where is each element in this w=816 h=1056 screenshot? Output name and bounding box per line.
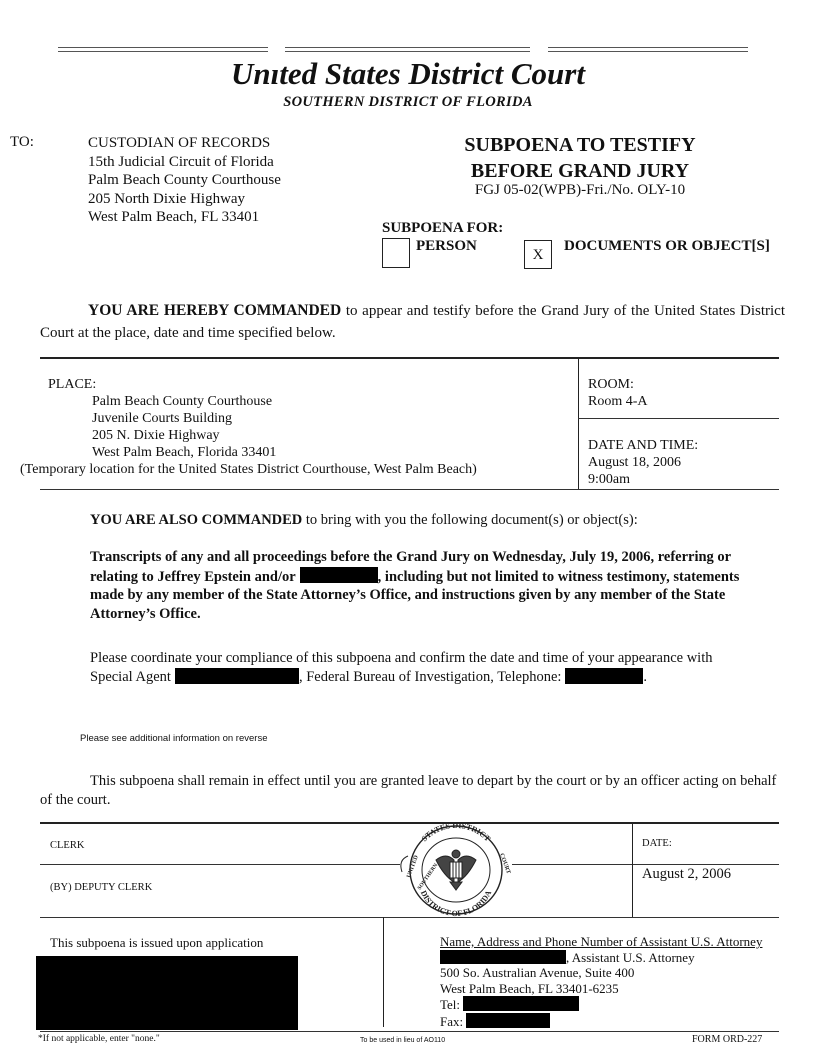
coordinate-part3: . [643,668,648,685]
recipient-line: 15th Judicial Circuit of Florida [88,153,274,170]
court-seal [396,820,516,920]
place-top-rule [40,357,779,359]
place-line: Juvenile Courts Building [92,411,232,426]
documents-label: DOCUMENTS OR OBJECT[S] [564,238,770,254]
seal-text-right: COURT [498,852,512,875]
room-label: ROOM: [588,377,634,392]
place-label: PLACE: [48,377,97,392]
also-text: to bring with you the following document(s) or object(s): [302,512,638,528]
seal-text-top: STATES DISTRICT [419,820,493,844]
attorney-fax-line [440,1013,762,1030]
command-text: to appear and testify before the Grand Jury of the United States District Court at the place, date and time specified below. [40,303,785,341]
redaction [36,956,298,1030]
footer-center: To be used in lieu of AO110 [360,1037,446,1044]
remain-paragraph: This subpoena shall remain in effect until you are granted leave to depart by the court or by an officer acting on behalf of the court. [40,773,777,808]
fax-label: Fax: [440,1013,464,1029]
clerk-mid-rule [40,864,400,865]
room-value: Room 4-A [588,394,648,409]
coordinate-part2: , Federal Bureau of Investigation, Telephone: [298,668,562,685]
footer-rule [40,1031,779,1032]
place-address [92,393,276,461]
subpoena-title [420,132,740,184]
attorney-address1: 500 So. Australian Avenue, Suite 400 [440,965,635,980]
datetime-label: DATE AND TIME: [588,438,699,453]
redaction [440,950,566,964]
command-lead: YOU ARE HEREBY COMMANDED [88,302,342,319]
subpoena-for-label: SUBPOENA FOR: [382,220,504,236]
footer-note: *If not applicable, enter "none." [38,1034,160,1044]
place-line: West Palm Beach, Florida 33401 [92,445,277,460]
eagle-emblem [436,850,476,890]
place-note: (Temporary location for the United States District Courthouse, West Palm Beach) [20,462,477,477]
seal-text-bottom: DISTRICT OF FLORIDA [418,889,494,919]
documents-requested [90,548,740,623]
subpoena-title-line1: SUBPOENA TO TESTIFY [464,134,696,156]
place-divider [578,357,579,489]
redaction [466,1013,550,1028]
attorney-block [440,934,762,1029]
recipient-line: West Palm Beach, FL 33401 [88,209,260,225]
clerk-mid-rule-right [512,864,779,865]
header-rule-center [285,47,530,52]
person-checkbox[interactable] [382,238,410,268]
issue-date: August 2, 2006 [642,866,732,882]
documents-part1: Transcripts of any and all proceedings before the Grand Jury on Wednesday, July 19, 2006, referring or relating to Jeffrey Epstein and/or [90,549,731,585]
recipient-address [88,134,281,227]
date-label: DATE: [642,838,672,849]
attorney-header: Name, Address and Phone Number of Assistant U.S. Attorney [440,934,763,949]
coordinate-paragraph [90,650,750,686]
recipient-line: 205 North Dixie Highway [88,190,246,207]
attorney-title-line [440,950,762,966]
command-paragraph [40,300,785,344]
deputy-clerk-label: (BY) DEPUTY CLERK [50,882,153,893]
redaction [565,668,643,684]
place-line: Palm Beach County Courthouse [92,394,273,409]
redaction [300,567,378,583]
also-lead: YOU ARE ALSO COMMANDED [90,512,303,528]
recipient-line: CUSTODIAN OF RECORDS [88,135,271,151]
time-value: 9:00am [588,472,630,487]
header-rule-left [58,47,268,52]
tel-label: Tel: [440,997,461,1012]
subpoena-number: FGJ 05-02(WPB)-Fri./No. OLY-10 [474,182,686,198]
header-rule-right [548,47,748,52]
clerk-label: CLERK [50,840,85,851]
district-name: SOUTHERN DISTRICT OF FLORIDA [283,94,533,110]
attorney-address2: West Palm Beach, FL 33401-6235 [440,980,619,996]
application-divider [383,917,384,1027]
documents-part2: , including but not limited to witness testimony, statements made by any member of the State Attorney’s Office, and instructions given by any member of the State Attorney’s Office. [90,568,740,622]
form-number: FORM ORD-227 [692,1034,763,1045]
coordinate-part1: Please coordinate your compliance of this subpoena and confirm the date and time of your appearance with Special Agent [90,650,713,685]
court-title: Unıted States District Court [231,56,585,91]
attorney-tel-line [440,996,762,1013]
redaction [175,668,299,684]
seal-text-left: UNITED [406,854,420,879]
documents-checkbox[interactable]: X [524,240,552,269]
attorney-title: , Assistant U.S. Attorney [566,949,695,965]
seal-text-bottom-left: SOUTHERN [416,862,440,892]
date-value: August 18, 2006 [588,455,681,470]
clerk-divider [632,822,633,917]
person-label: PERSON [416,238,477,254]
room-divider [578,418,779,419]
signature-mark [401,856,408,872]
place-line: 205 N. Dixie Highway [92,428,220,443]
place-bottom-rule [40,489,779,490]
also-commanded [90,512,638,529]
recipient-line: Palm Beach County Courthouse [88,172,281,188]
reverse-note: Please see additional information on reverse [80,733,268,744]
to-label: TO: [10,134,34,150]
redaction [463,996,579,1011]
subpoena-title-line2: BEFORE GRAND JURY [470,160,690,182]
application-text: This subpoena is issued upon application [50,935,264,950]
